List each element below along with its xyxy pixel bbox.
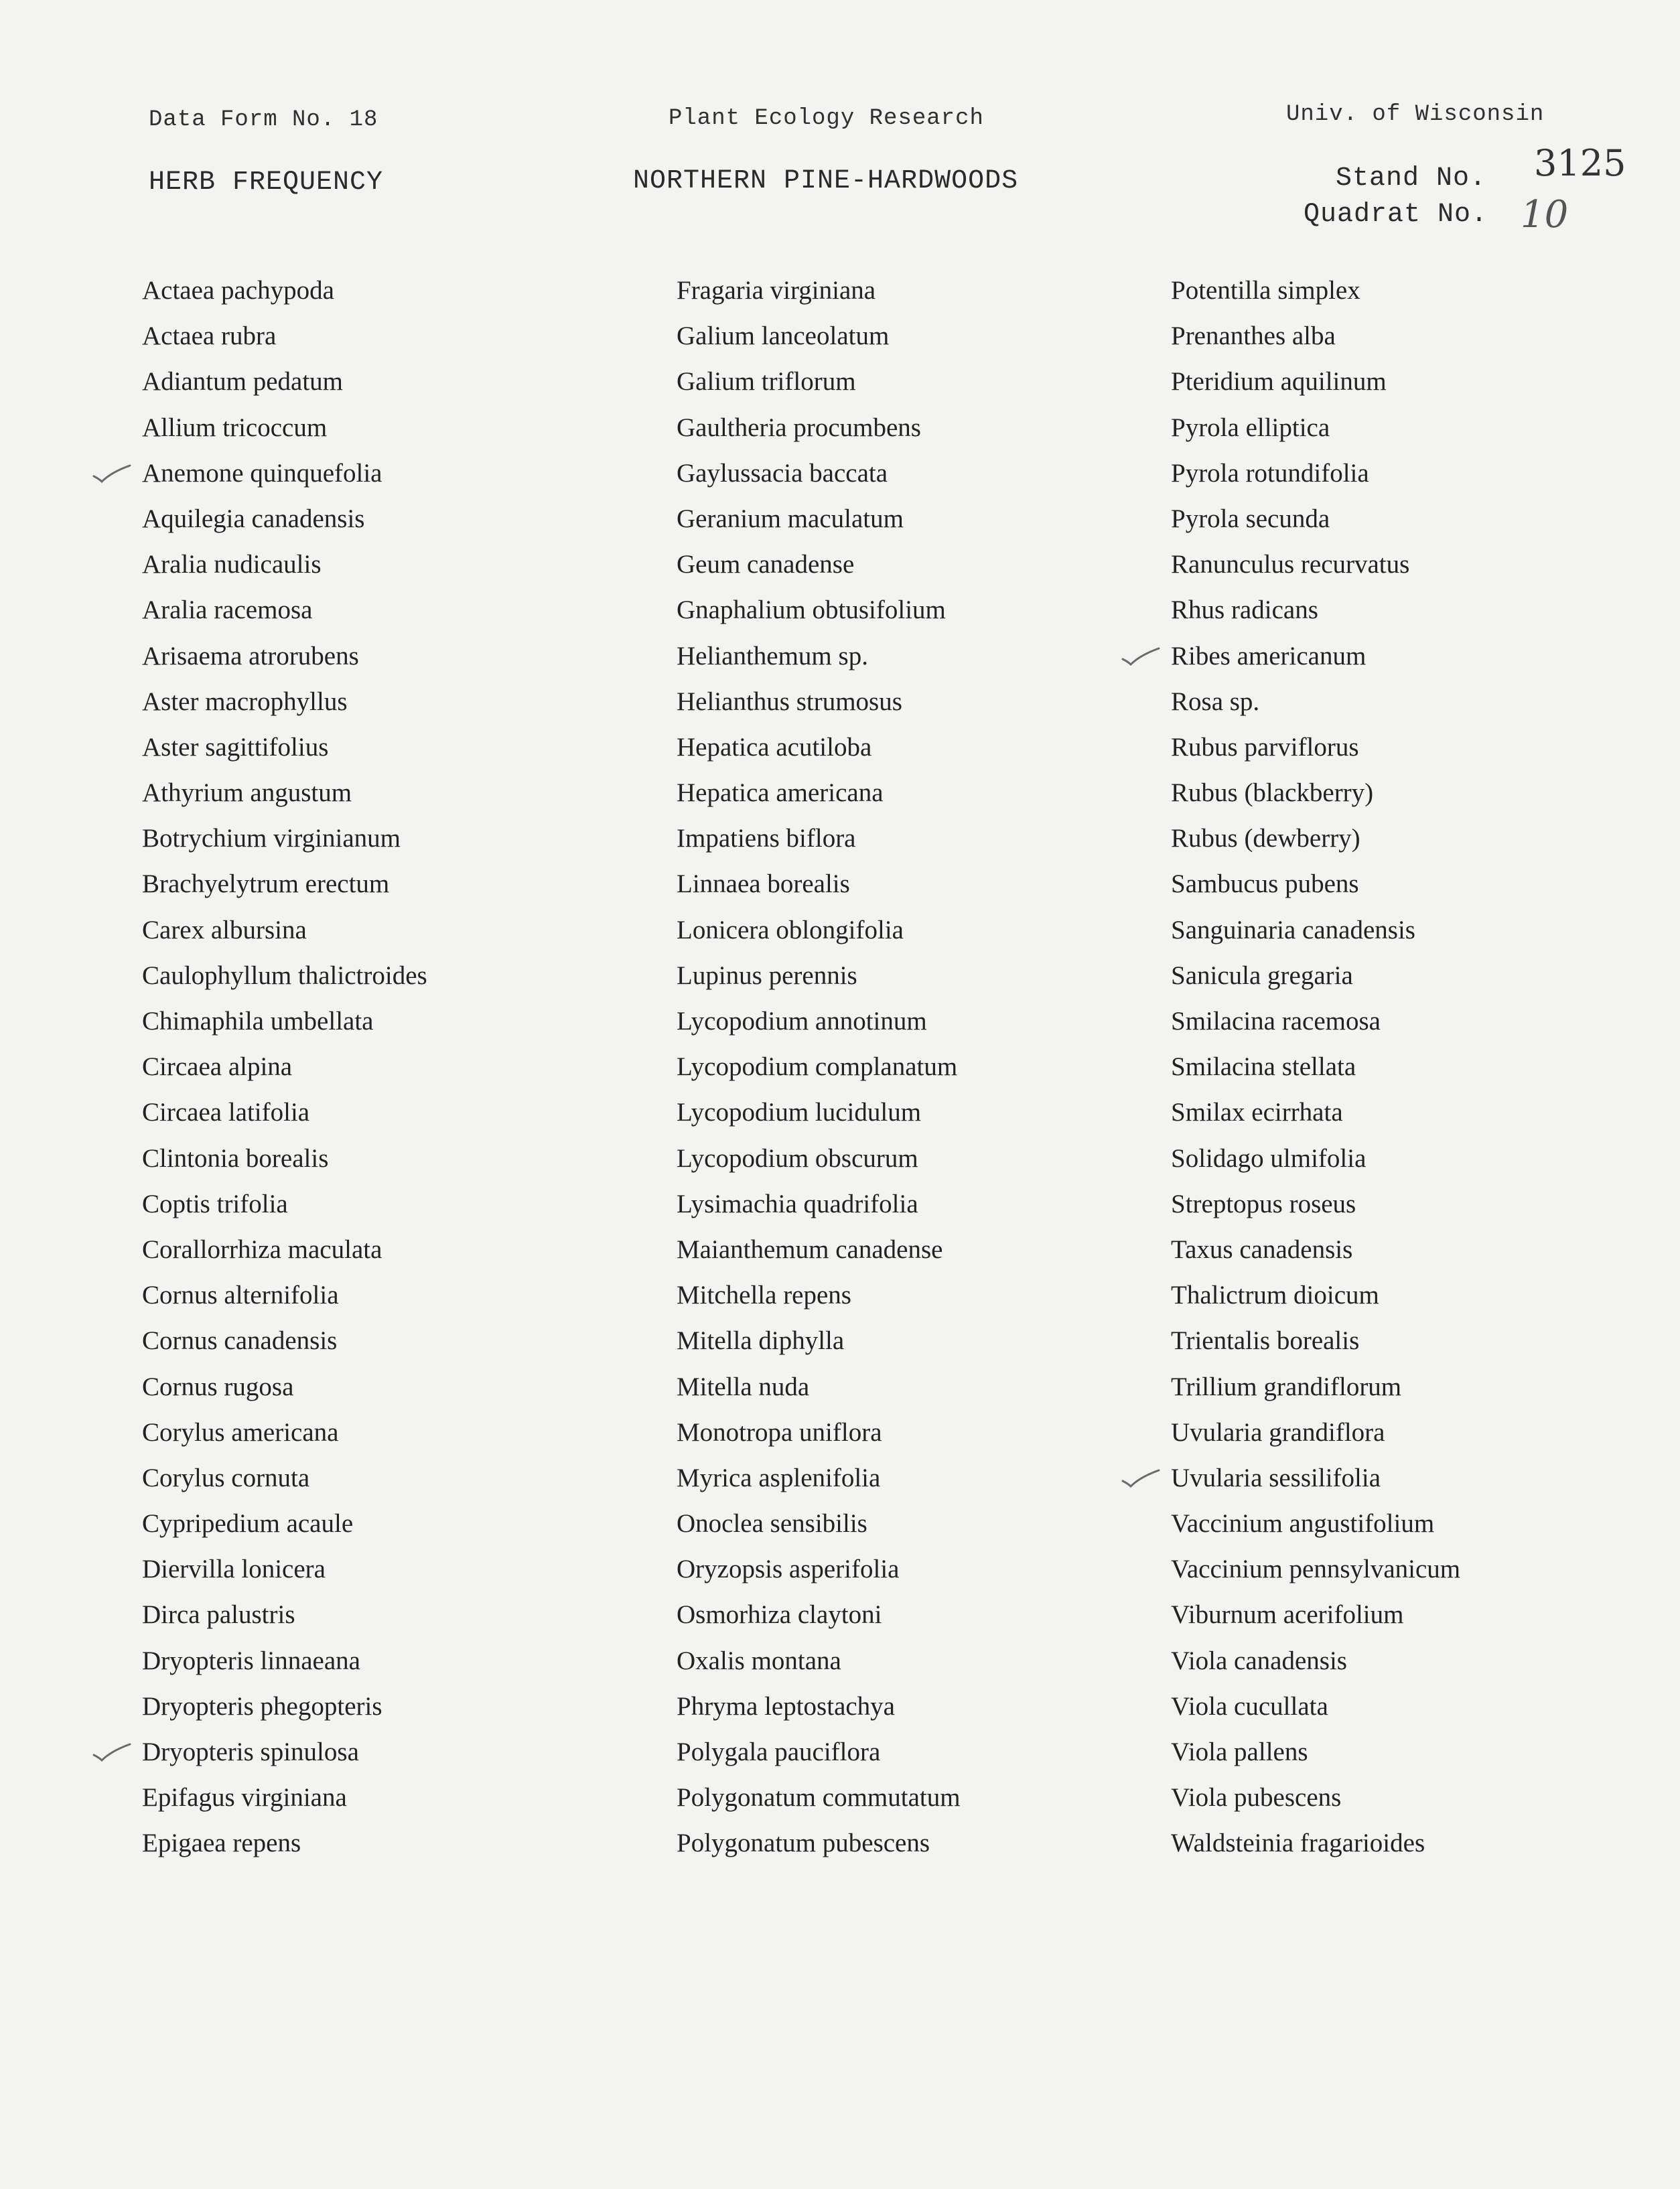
species-item [1171,1547,1460,1592]
species-name: Streptopus roseus [1171,1189,1356,1218]
species-item [142,1364,427,1410]
species-item [1171,861,1460,907]
species-item [1171,451,1460,496]
quadrat-label: Quadrat No. [1304,200,1488,230]
species-item [142,1136,427,1182]
species-item [1171,542,1460,587]
species-name: Aster sagittifolius [142,732,329,762]
species-name: Impatiens biflora [677,824,856,853]
species-item [1171,679,1460,725]
species-item [677,634,961,679]
species-name: Epigaea repens [142,1829,301,1858]
species-item [1171,359,1460,405]
species-item [1171,1456,1460,1501]
species-name: Oryzopsis asperifolia [677,1555,900,1584]
species-name: Lysimachia quadrifolia [677,1189,918,1218]
species-name: Rosa sp. [1171,687,1260,716]
species-column-3 [1171,268,1460,1867]
species-item [1171,908,1460,953]
species-item [142,1592,427,1638]
species-item [1171,1821,1460,1866]
species-name: Clintonia borealis [142,1143,329,1173]
species-item [677,679,961,725]
pencil-check-icon [92,1742,131,1762]
species-item [1171,496,1460,542]
species-name: Thalictrum dioicum [1171,1281,1379,1310]
species-item [142,908,427,953]
species-item [677,496,961,542]
species-item [142,1821,427,1866]
stand-label: Stand No. [1336,163,1487,194]
species-name: Ranunculus recurvatus [1171,550,1410,579]
species-item [1171,725,1460,770]
species-name: Circaea latifolia [142,1098,310,1127]
species-name: Circaea alpina [142,1052,293,1082]
species-name: Helianthemum sp. [677,641,868,670]
community-title: NORTHERN PINE-HARDWOODS [633,166,1019,196]
species-item [142,634,427,679]
species-item [142,496,427,542]
species-item [1171,816,1460,861]
species-name: Helianthus strumosus [677,687,902,716]
species-item [677,861,961,907]
species-item [1171,1090,1460,1135]
species-name: Rubus (dewberry) [1171,824,1360,853]
species-item [142,359,427,405]
species-item [142,953,427,999]
species-item [1171,1136,1460,1182]
species-item [1171,999,1460,1044]
species-name: Viburnum acerifolium [1171,1600,1404,1630]
species-name: Cornus rugosa [142,1372,294,1401]
species-name: Gaylussacia baccata [677,458,888,488]
species-item [142,1182,427,1227]
species-name: Polygala pauciflora [677,1738,881,1766]
species-name: Cornus canadensis [142,1326,338,1356]
species-item [677,359,961,405]
species-item [677,816,961,861]
species-item [677,1775,961,1821]
species-item [677,1501,961,1547]
quadrat-value: 10 [1521,193,1569,236]
species-name: Osmorhiza claytoni [677,1600,882,1630]
species-item [142,451,427,496]
species-item [1171,587,1460,633]
species-name: Galium lanceolatum [677,322,890,351]
species-name: Caulophyllum thalictroides [142,961,427,990]
species-name: Taxus canadensis [1171,1234,1353,1264]
species-item [677,1456,961,1501]
species-name: Dirca palustris [142,1600,295,1630]
species-name: Galium triflorum [677,367,856,397]
species-name: Mitchella repens [677,1281,851,1310]
species-name: Actaea rubra [142,322,277,351]
species-name: Rhus radicans [1171,595,1318,625]
species-name: Smilacina stellata [1171,1052,1356,1082]
species-item [677,1136,961,1182]
species-name: Sanguinaria canadensis [1171,915,1415,944]
species-item [142,1684,427,1729]
species-name: Vaccinium angustifolium [1171,1509,1435,1539]
species-name: Sanicula gregaria [1171,961,1353,990]
species-name: Hepatica americana [677,778,884,808]
species-name: Lycopodium lucidulum [677,1098,922,1127]
species-item [677,953,961,999]
species-item [1171,1592,1460,1638]
species-item [1171,268,1460,313]
species-name: Gaultheria procumbens [677,413,921,442]
species-name: Aster macrophyllus [142,687,348,716]
species-name: Mitella diphylla [677,1326,845,1356]
species-name: Geranium maculatum [677,504,904,533]
species-item [142,268,427,313]
species-name: Potentilla simplex [1171,276,1360,305]
species-name: Solidago ulmifolia [1171,1143,1367,1173]
species-name: Lycopodium complanatum [677,1052,958,1082]
species-item [677,1182,961,1227]
species-item [677,1592,961,1638]
organization: Plant Ecology Research [669,106,984,131]
species-name: Mitella nuda [677,1372,810,1401]
species-name: Monotropa uniflora [677,1417,882,1447]
species-item [1171,313,1460,359]
species-item [677,313,961,359]
species-name: Pyrola elliptica [1171,413,1330,442]
species-name: Lonicera oblongifolia [677,915,904,944]
species-name: Rubus parviflorus [1171,732,1359,762]
species-name: Epifagus virginiana [142,1783,347,1813]
species-item [677,268,961,313]
form-number: Data Form No. 18 [149,107,378,133]
species-item [1171,1638,1460,1684]
species-name: Pyrola secunda [1171,504,1330,533]
species-name: Cypripedium acaule [142,1509,354,1539]
species-item [142,587,427,633]
species-item [677,1227,961,1273]
species-name: Prenanthes alba [1171,322,1336,351]
species-name: Dryopteris spinulosa [142,1738,359,1766]
species-name: Viola pallens [1171,1738,1308,1766]
species-item [677,1364,961,1410]
species-item [142,405,427,451]
species-item [142,1638,427,1684]
species-item [1171,1044,1460,1090]
species-name: Pteridium aquilinum [1171,367,1387,397]
species-name: Anemone quinquefolia [142,458,382,488]
species-item [1171,1182,1460,1227]
species-item [677,1638,961,1684]
species-name: Polygonatum pubescens [677,1829,930,1858]
species-item [142,999,427,1044]
species-item [1171,1729,1460,1775]
species-item [677,1044,961,1090]
species-item [677,451,961,496]
species-item [1171,1318,1460,1364]
species-name: Oxalis montana [677,1646,841,1675]
species-item [142,1501,427,1547]
species-item [1171,1684,1460,1729]
species-name: Viola pubescens [1171,1783,1342,1813]
species-name: Linnaea borealis [677,869,850,899]
species-item [142,770,427,816]
species-name: Dryopteris phegopteris [142,1691,382,1721]
species-item [1171,953,1460,999]
species-name: Fragaria virginiana [677,276,876,305]
species-item [142,1729,427,1775]
species-item [677,1729,961,1775]
species-name: Actaea pachypoda [142,276,334,305]
species-item [1171,1364,1460,1410]
species-name: Chimaphila umbellata [142,1007,374,1036]
species-name: Lupinus perennis [677,961,857,990]
species-item [677,770,961,816]
species-item [1171,634,1460,679]
species-item [142,1547,427,1592]
species-name: Cornus alternifolia [142,1281,339,1310]
species-item [677,1821,961,1866]
species-item [142,1273,427,1318]
species-name: Uvularia sessilifolia [1171,1463,1381,1492]
species-name: Athyrium angustum [142,778,352,808]
species-name: Myrica asplenifolia [677,1463,881,1492]
species-item [677,1318,961,1364]
species-name: Lycopodium obscurum [677,1143,918,1173]
species-item [142,1318,427,1364]
species-name: Phryma leptostachya [677,1691,895,1721]
species-name: Trillium grandiflorum [1171,1372,1402,1401]
species-name: Polygonatum commutatum [677,1783,961,1813]
species-name: Hepatica acutiloba [677,732,872,762]
species-name: Waldsteinia fragarioides [1171,1829,1425,1858]
species-item [677,1090,961,1135]
species-name: Vaccinium pennsylvanicum [1171,1555,1461,1584]
species-item [142,1044,427,1090]
species-item [142,1456,427,1501]
species-name: Coptis trifolia [142,1189,288,1218]
species-item [1171,1775,1460,1821]
species-item [677,908,961,953]
species-column-2 [677,268,961,1867]
species-item [677,999,961,1044]
pencil-check-icon [1121,1468,1160,1488]
species-name: Aquilegia canadensis [142,504,365,533]
species-item [677,587,961,633]
stand-value: 3125 [1534,142,1626,184]
species-item [1171,1273,1460,1318]
species-name: Gnaphalium obtusifolium [677,595,946,625]
species-item [1171,1227,1460,1273]
species-name: Rubus (blackberry) [1171,778,1374,808]
species-item [677,1273,961,1318]
species-item [677,725,961,770]
species-item [142,1227,427,1273]
species-item [1171,405,1460,451]
species-name: Maianthemum canadense [677,1234,943,1264]
species-name: Arisaema atrorubens [142,641,359,670]
species-name: Corylus americana [142,1417,339,1447]
pencil-check-icon [1121,646,1160,666]
species-item [1171,1410,1460,1456]
species-name: Viola canadensis [1171,1646,1347,1675]
species-name: Dryopteris linnaeana [142,1646,360,1675]
species-name: Onoclea sensibilis [677,1509,867,1539]
form-title: HERB FREQUENCY [149,167,384,198]
species-name: Brachyelytrum erectum [142,869,390,899]
species-name: Geum canadense [677,550,855,579]
species-name: Ribes americanum [1171,641,1367,670]
species-name: Diervilla lonicera [142,1555,326,1584]
species-name: Viola cucullata [1171,1691,1328,1721]
species-item [677,1547,961,1592]
species-name: Corylus cornuta [142,1463,310,1492]
species-name: Sambucus pubens [1171,869,1359,899]
species-item [142,1775,427,1821]
species-item [142,542,427,587]
species-item [1171,770,1460,816]
species-name: Botrychium virginianum [142,824,401,853]
pencil-check-icon [92,463,131,483]
species-item [1171,1501,1460,1547]
species-name: Adiantum pedatum [142,367,344,397]
species-item [142,1410,427,1456]
species-item [677,542,961,587]
species-name: Uvularia grandiflora [1171,1417,1385,1447]
species-item [142,679,427,725]
species-name: Aralia nudicaulis [142,550,322,579]
species-name: Smilax ecirrhata [1171,1098,1343,1127]
species-name: Pyrola rotundifolia [1171,458,1369,488]
species-item [142,1090,427,1135]
species-item [142,313,427,359]
species-name: Aralia racemosa [142,595,313,625]
species-name: Corallorrhiza maculata [142,1234,382,1264]
species-item [677,1410,961,1456]
species-item [677,405,961,451]
institution: Univ. of Wisconsin [1286,102,1545,127]
species-item [142,861,427,907]
species-name: Carex albursina [142,915,307,944]
species-item [142,725,427,770]
species-item [677,1684,961,1729]
species-name: Lycopodium annotinum [677,1007,927,1036]
species-item [142,816,427,861]
species-name: Allium tricoccum [142,413,328,442]
species-name: Smilacina racemosa [1171,1007,1381,1036]
species-name: Trientalis borealis [1171,1326,1360,1356]
species-column-1 [142,268,427,1867]
